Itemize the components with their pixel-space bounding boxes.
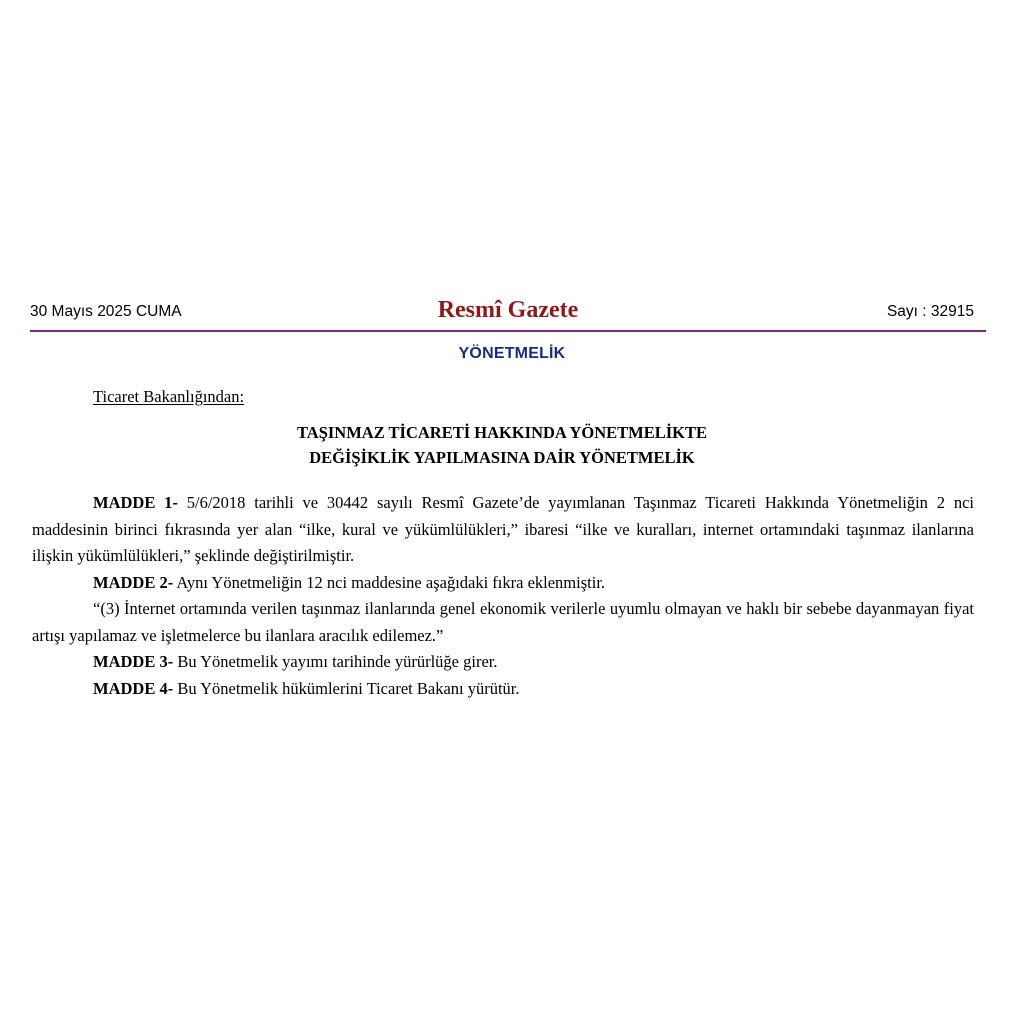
- article-text: Bu Yönetmelik yayımı tarihinde yürürlüğe girer.: [177, 652, 498, 671]
- article-text: “(3) İnternet ortamında verilen taşınmaz ilanlarında genel ekonomik verilerle uyumlu olmayan ve haklı bir sebebe dayanmayan fiyat artışı yapılamaz ve işletmelerce bu ilanlara aracılık edilemez.”: [32, 599, 974, 645]
- article-4: [32, 676, 974, 703]
- article-text: Bu Yönetmelik hükümlerini Ticaret Bakanı yürütür.: [177, 678, 520, 698]
- article-label: MADDE 4-: [93, 678, 174, 698]
- article-1: [32, 490, 974, 570]
- issue-date: 30 Mayıs 2025 CUMA: [30, 303, 182, 320]
- issue-number: Sayı : 32915: [886, 303, 974, 320]
- article-label: MADDE 1-: [93, 493, 178, 512]
- gazette-title: Resmî Gazete: [437, 297, 579, 323]
- article-text: 5/6/2018 tarihli ve 30442 sayılı Resmî Gazete’de yayımlanan Taşınmaz Ticareti Hakkında Yönetmeliğin 2 nci maddesinin birinci fıkrasında yer alan “ilke, kural ve yükümlülükleri,” ibaresi “ilke ve kuralları, internet ortamındaki taşınmaz ilanlarına ilişkin yükümlülükleri,” şeklinde değiştirilmiştir.: [32, 493, 975, 565]
- regulation-title: [0, 420, 1004, 470]
- added-paragraph: [32, 596, 974, 649]
- masthead: [30, 296, 986, 332]
- article-2: [32, 570, 974, 597]
- issuing-authority: Ticaret Bakanlığından:: [93, 387, 245, 406]
- regulation-body: [32, 490, 974, 702]
- masthead-divider: [30, 330, 986, 332]
- article-label: MADDE 3-: [93, 652, 174, 671]
- article-3: [32, 649, 974, 676]
- section-label: YÖNETMELİK: [458, 345, 566, 362]
- article-label: MADDE 2-: [93, 572, 174, 592]
- regulation-title-line-1: TAŞINMAZ TİCARETİ HAKKINDA YÖNETMELİKTE: [297, 423, 707, 442]
- regulation-title-line-2: DEĞİŞİKLİK YAPILMASINA DAİR YÖNETMELİK: [309, 448, 695, 467]
- article-text: Aynı Yönetmeliğin 12 nci maddesine aşağıdaki fıkra eklenmiştir.: [176, 572, 606, 592]
